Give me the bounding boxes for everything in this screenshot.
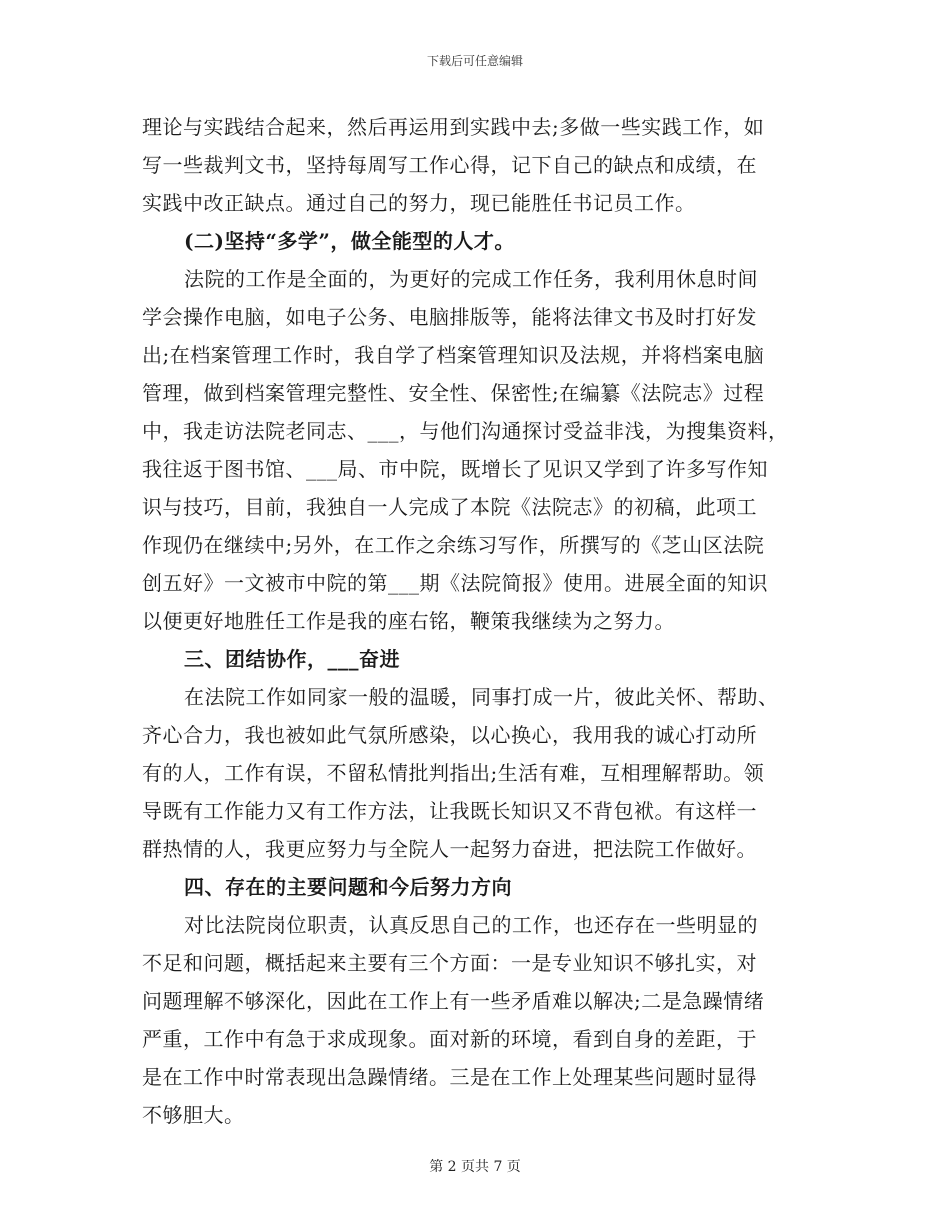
- page-header: 下载后可任意编辑: [426, 54, 523, 68]
- paragraph-line: 是在工作中时常表现出急躁情绪。三是在工作上处理某些问题时显得: [142, 1065, 757, 1089]
- paragraph-line: 齐心合力，我也被如此气氛所感染，以心换心，我用我的诚心打动所: [142, 723, 757, 747]
- paragraph-line: 法院的工作是全面的，为更好的完成工作任务，我利用休息时间: [184, 267, 758, 291]
- section-heading: 三、团结协作，___奋进: [184, 647, 400, 671]
- page-footer: 第 2 页共 7 页: [429, 1159, 521, 1175]
- paragraph-line: 在法院工作如同家一般的温暖，同事打成一片，彼此关怀、帮助、: [184, 685, 779, 709]
- paragraph-line: 学会操作电脑，如电子公务、电脑排版等，能将法律文书及时打好发: [142, 305, 757, 329]
- paragraph-line: 出;在档案管理工作时，我自学了档案管理知识及法规，并将档案电脑: [142, 343, 765, 367]
- paragraph-line: 我往返于图书馆、___局、市中院，既增长了见识又学到了许多写作知: [142, 457, 768, 481]
- paragraph-line: 作现仍在继续中;另外，在工作之余练习写作，所撰写的《芝山区法院: [142, 533, 765, 557]
- paragraph-line: 不足和问题，概括起来主要有三个方面：一是专业知识不够扎实，对: [142, 951, 757, 975]
- paragraph-line: 对比法院岗位职责，认真反思自己的工作，也还存在一些明显的: [184, 913, 758, 937]
- section-heading: 四、存在的主要问题和今后努力方向: [184, 875, 512, 899]
- document-body: [142, 108, 822, 1134]
- paragraph-line: 群热情的人，我更应努力与全院人一起努力奋进，把法院工作做好。: [142, 837, 757, 861]
- paragraph-line: 识与技巧，目前，我独自一人完成了本院《法院志》的初稿，此项工: [142, 495, 757, 519]
- paragraph-line: 问题理解不够深化，因此在工作上有一些矛盾难以解决;二是急躁情绪: [142, 989, 765, 1013]
- paragraph-line: 实践中改正缺点。通过自己的努力，现已能胜任书记员工作。: [142, 191, 696, 215]
- paragraph-line: 严重，工作中有急于求成现象。面对新的环境，看到自身的差距，于: [142, 1027, 757, 1051]
- paragraph-line: 导既有工作能力又有工作方法，让我既长知识又不背包袱。有这样一: [142, 799, 757, 823]
- paragraph-line: 中，我走访法院老同志、___，与他们沟通探讨受益非浅，为搜集资料，: [142, 419, 789, 443]
- paragraph-line: 写一些裁判文书，坚持每周写工作心得，记下自己的缺点和成绩，在: [142, 153, 757, 177]
- paragraph-line: 创五好》一文被市中院的第___期《法院简报》使用。进展全面的知识: [142, 571, 768, 595]
- paragraph-line: 不够胆大。: [142, 1103, 245, 1127]
- paragraph-line: 以便更好地胜任工作是我的座右铭，鞭策我继续为之努力。: [142, 609, 675, 633]
- paragraph-line: 管理，做到档案管理完整性、安全性、保密性;在编纂《法院志》过程: [142, 381, 765, 405]
- paragraph-line: 理论与实践结合起来，然后再运用到实践中去;多做一些实践工作，如: [142, 115, 765, 139]
- section-heading: (二)坚持“多学”，做全能型的人才。: [184, 229, 515, 253]
- paragraph-line: 有的人，工作有误，不留私情批判指出;生活有难，互相理解帮助。领: [142, 761, 765, 785]
